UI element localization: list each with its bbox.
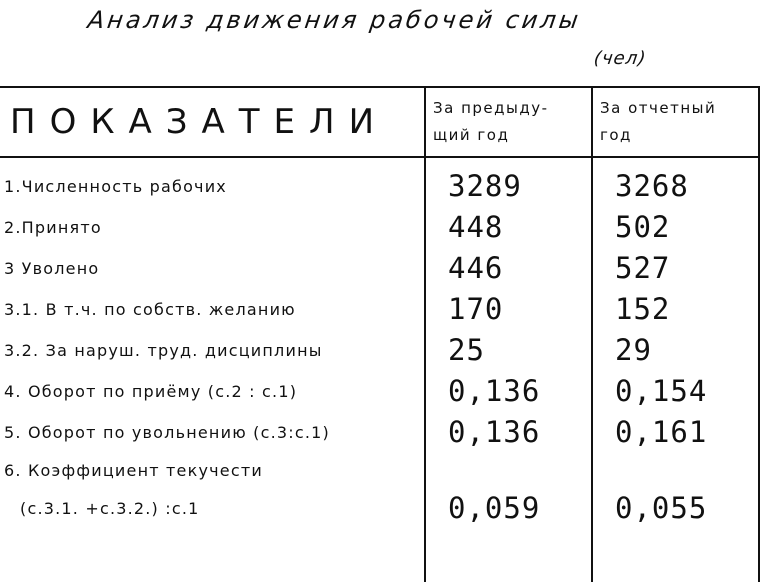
row-label: 1.Численность рабочих — [4, 176, 227, 196]
indicators-table — [0, 86, 760, 582]
table-row — [0, 371, 758, 411]
header-divider — [0, 156, 758, 158]
row-value-previous: 446 — [448, 251, 504, 285]
document-title: Анализ движения рабочей силы — [86, 6, 583, 34]
row-label: 3.1. В т.ч. по собств. желанию — [4, 299, 296, 319]
row-value-previous: 448 — [448, 210, 504, 244]
row-label: 3 Уволено — [4, 258, 100, 278]
row-value-previous: 0,136 — [448, 415, 541, 449]
row-value-current: 3268 — [615, 169, 689, 203]
header-current-year — [600, 88, 755, 156]
row-value-current: 527 — [615, 251, 671, 285]
table-row — [0, 330, 758, 370]
row-label: 4. Оборот по приёму (с.2 : с.1) — [4, 381, 298, 401]
header-indicators: ПОКАЗАТЕЛИ — [10, 102, 389, 142]
table-row — [0, 450, 758, 490]
table-row-continued — [0, 488, 758, 528]
header-current-year-line1: За отчетный — [600, 99, 717, 117]
row-value-previous: 0,059 — [448, 491, 541, 525]
row-label: 5. Оборот по увольнению (с.3:с.1) — [4, 422, 330, 442]
row-value-current: 29 — [615, 333, 652, 367]
row-value-previous: 25 — [448, 333, 485, 367]
header-previous-year — [433, 88, 588, 156]
row-value-current: 152 — [615, 292, 671, 326]
table-row — [0, 166, 758, 206]
table-row — [0, 207, 758, 247]
row-value-current: 0,055 — [615, 491, 708, 525]
row-label-formula: (с.3.1. +с.3.2.) :с.1 — [20, 498, 200, 518]
row-label: 2.Принято — [4, 217, 102, 237]
header-previous-year-line1: За предыду- — [433, 99, 549, 117]
row-value-current: 0,161 — [615, 415, 708, 449]
row-value-previous: 0,136 — [448, 374, 541, 408]
row-value-current: 502 — [615, 210, 671, 244]
row-label: 6. Коэффициент текучести — [4, 460, 263, 480]
table-row — [0, 289, 758, 329]
row-value-previous: 170 — [448, 292, 504, 326]
row-value-current: 0,154 — [615, 374, 708, 408]
row-label: 3.2. За наруш. труд. дисциплины — [4, 340, 323, 360]
header-current-year-line2: год — [600, 126, 632, 144]
row-value-previous: 3289 — [448, 169, 522, 203]
table-row — [0, 412, 758, 452]
header-previous-year-line2: щий год — [433, 126, 510, 144]
document-unit: (чел) — [592, 48, 648, 69]
table-row — [0, 248, 758, 288]
